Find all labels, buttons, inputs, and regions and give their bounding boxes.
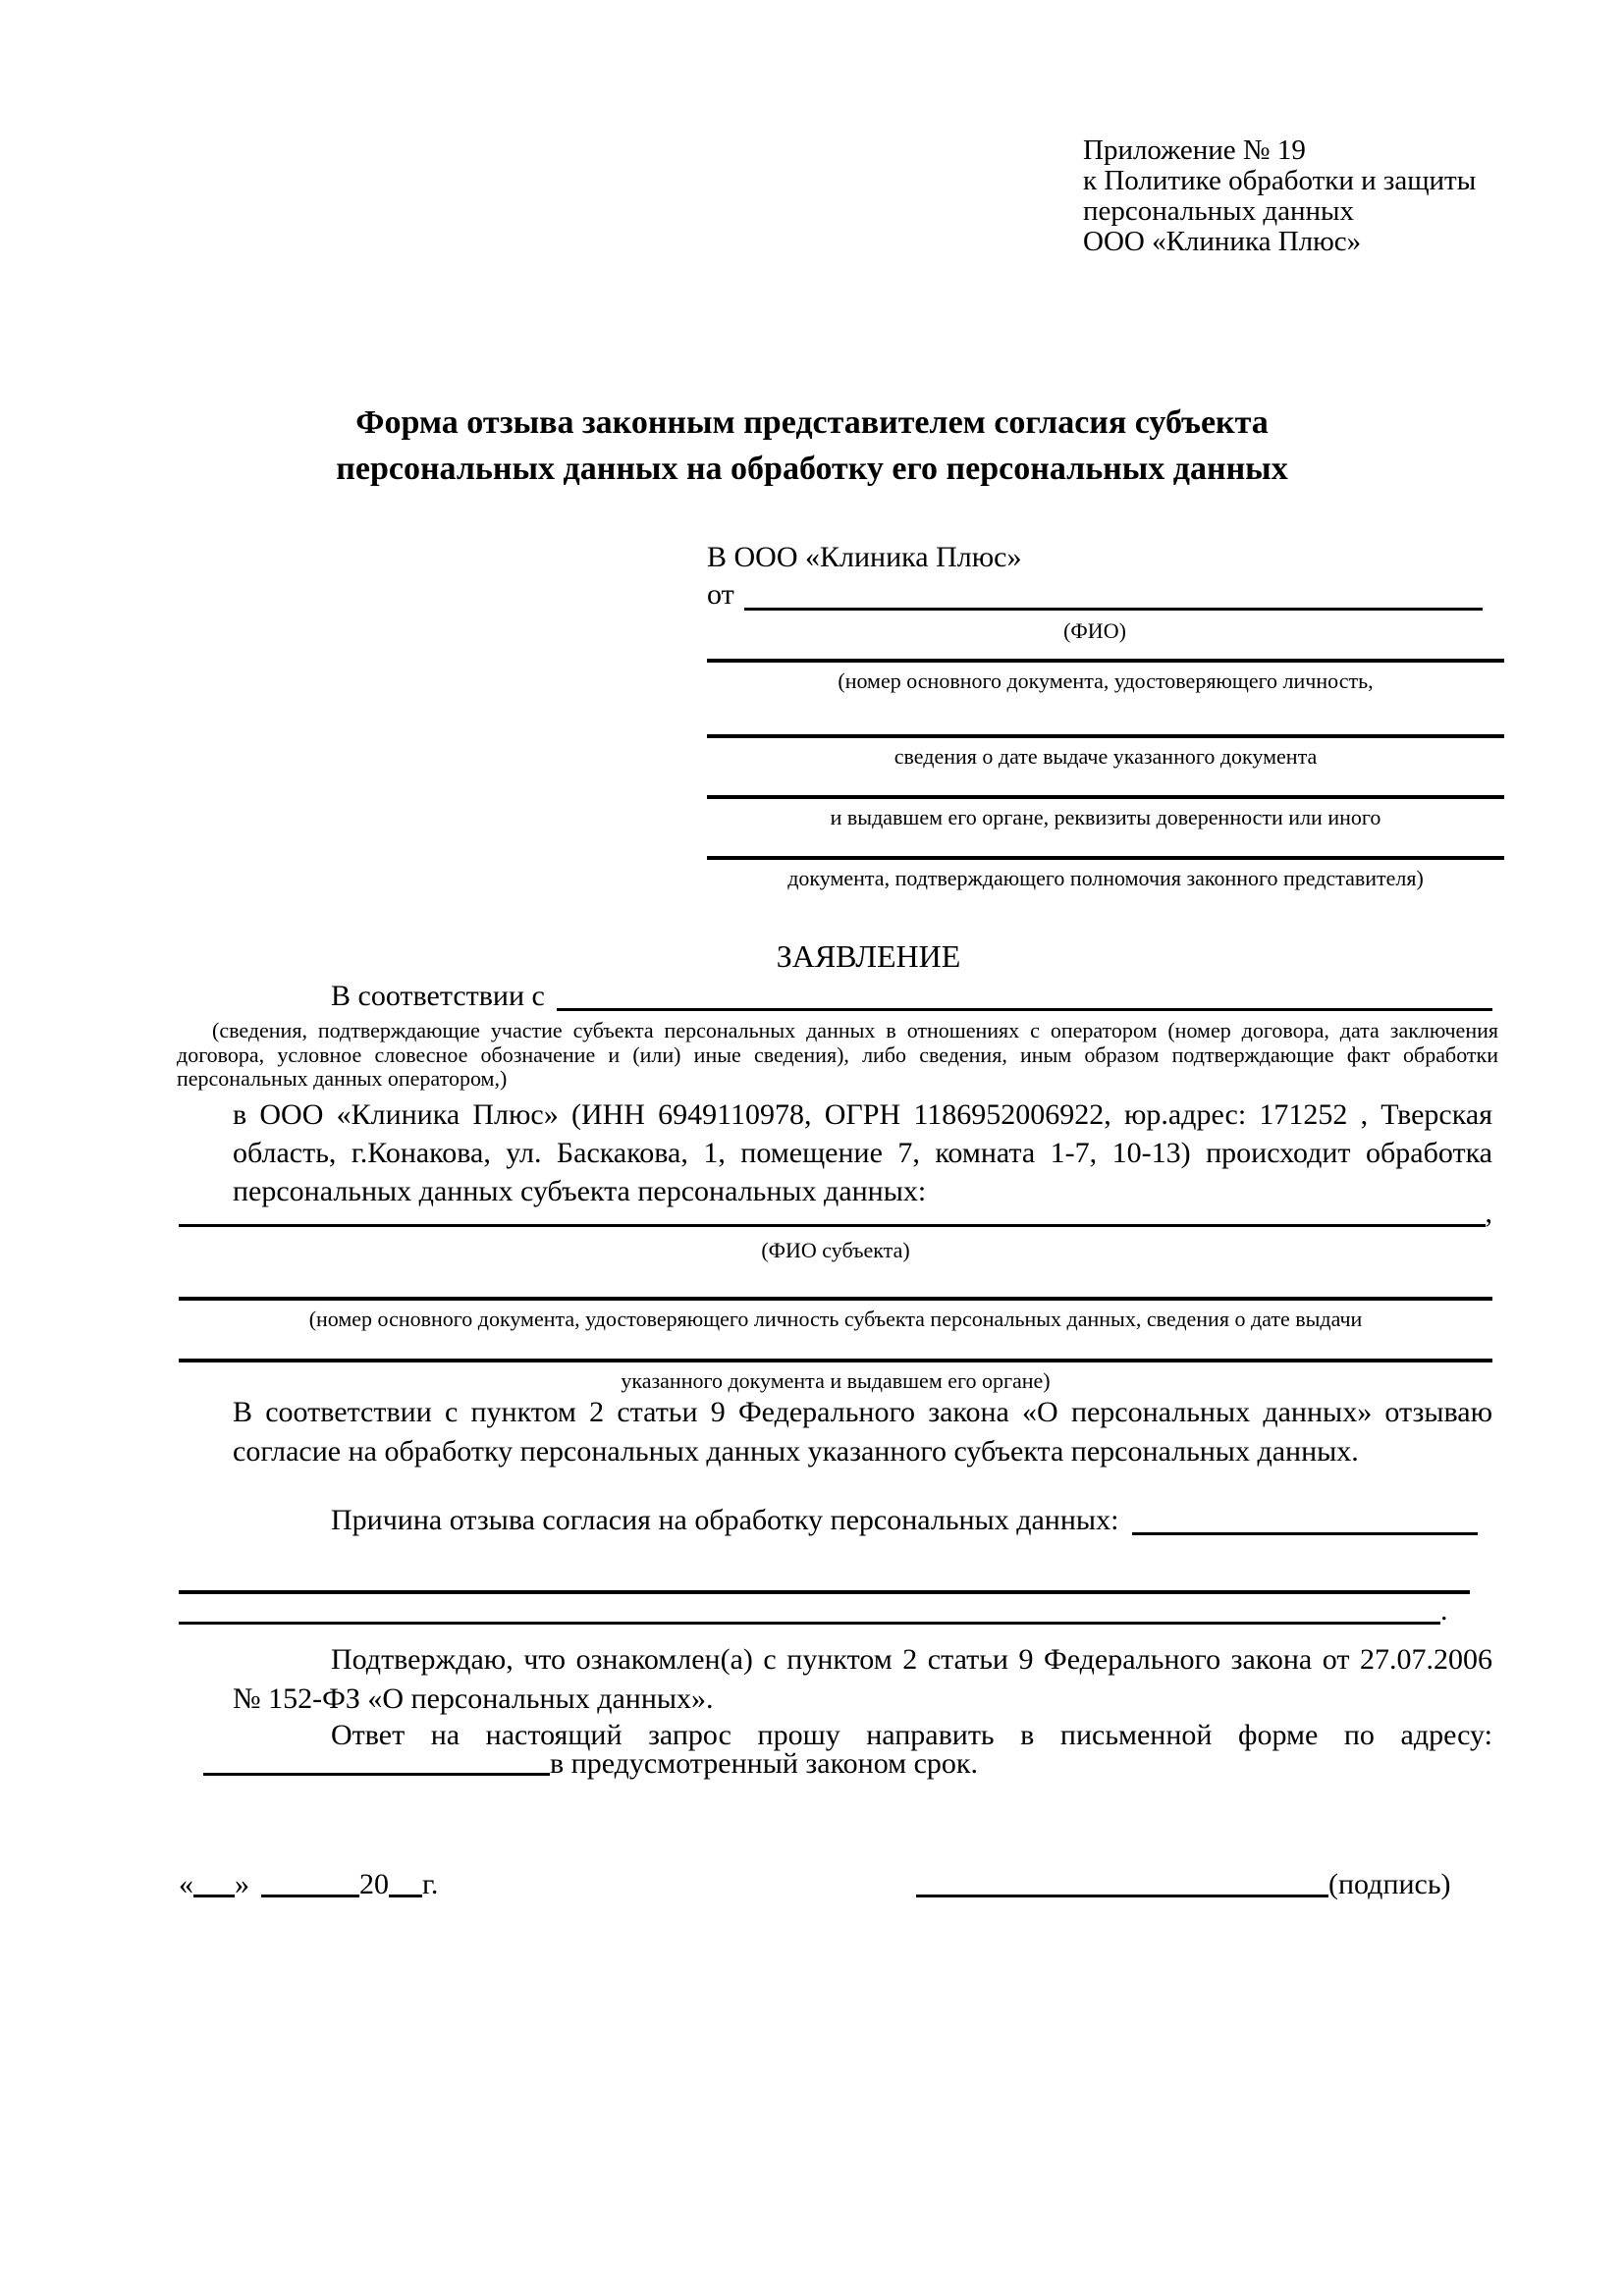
date-month-blank bbox=[261, 1895, 359, 1897]
reason-row bbox=[233, 1504, 1478, 1539]
withdraw-paragraph: В соответствии с пунктом 2 статьи 9 Федерального закона «О персональных данных» отзываю согласие на обработку персональных данных указанного субъекта персональных данных. bbox=[233, 1396, 1492, 1468]
from-label: от bbox=[707, 578, 734, 611]
fio-caption: (ФИО) bbox=[1063, 618, 1126, 643]
document-number-caption: (номер основного документа, удостоверяющего личность, bbox=[838, 668, 1374, 693]
date-close-quote: » bbox=[235, 1868, 249, 1900]
intro-blank-line bbox=[557, 980, 1492, 1011]
appendix-line-1: Приложение № 19 bbox=[1083, 134, 1306, 166]
reason-label: Причина отзыва согласия на обработку персональных данных: bbox=[331, 1504, 1119, 1536]
appendix-line-4: ООО «Клиника Плюс» bbox=[1083, 226, 1362, 257]
operator-paragraph: в ООО «Клиника Плюс» (ИНН 6949110978, ОГРН 1186952006922, юр.адрес: 171252 , Тверская область, г.Конакова, ул. Баскакова, 1, помещение 7, комната 1-7, 10-13) происходит обработка персональных данных субъекта персональных данных: bbox=[233, 1098, 1492, 1207]
blank-line-period: . bbox=[1440, 1594, 1448, 1627]
reply-request-paragraph: Ответ на настоящий запрос прошу направить в письменной форме по адресу: bbox=[331, 1719, 1492, 1751]
document-number-blank-line bbox=[707, 659, 1504, 663]
title-line-1: Форма отзыва законным представителем согласия субъекта bbox=[355, 404, 1269, 441]
signature-caption: (подпись) bbox=[1328, 1868, 1451, 1900]
appendix-note bbox=[1083, 135, 1476, 257]
intro-caption: (сведения, подтверждающие участие субъекта персональных данных в отношениях с оператором (номер договора, дата заключения договора, условное словесное обозначение и (или) иные сведения), либо сведения, иным образом подтверждающие факт обработки персональных данных оператором,) bbox=[177, 1018, 1498, 1091]
appendix-line-3: персональных данных bbox=[1083, 195, 1355, 227]
date-day-blank bbox=[193, 1895, 235, 1897]
reason-blank-line bbox=[1132, 1504, 1478, 1535]
date-year-prefix: 20 bbox=[359, 1868, 389, 1900]
representative-authority-blank-line bbox=[707, 856, 1504, 860]
issuing-authority-blank-line bbox=[707, 795, 1504, 799]
reason-blank-line-3 bbox=[179, 1594, 1440, 1625]
subject-document-blank-line bbox=[179, 1297, 1492, 1301]
issue-date-blank-line bbox=[707, 734, 1504, 738]
reply-tail-text: в предусмотренный законом срок. bbox=[550, 1747, 978, 1780]
appendix-line-2: к Политике обработки и защиты bbox=[1083, 165, 1477, 196]
issuing-authority-caption: и выдавшем его органе, реквизиты доверенности или иного bbox=[830, 805, 1381, 829]
from-blank-line bbox=[744, 578, 1483, 611]
subject-fio-blank-line bbox=[179, 1197, 1486, 1227]
document-title bbox=[179, 400, 1445, 492]
date-open-quote: « bbox=[179, 1868, 193, 1900]
date-year-suffix: г. bbox=[422, 1868, 439, 1900]
intro-label: В соответствии с bbox=[331, 980, 545, 1012]
representative-authority-caption: документа, подтверждающего полномочия законного представителя) bbox=[787, 866, 1424, 890]
subject-line-suffix: , bbox=[1485, 1197, 1492, 1229]
subject-document-caption-1: (номер основного документа, удостоверяющего личность субъекта персональных данных, сведения о дате выдачи bbox=[308, 1307, 1363, 1331]
date-year-blank bbox=[389, 1895, 422, 1897]
statement-heading: ЗАЯВЛЕНИЕ bbox=[776, 938, 961, 974]
confirm-paragraph: Подтверждаю, что ознакомлен(а) с пунктом 2 статьи 9 Федерального закона от 27.07.2006 № 152-ФЗ «О персональных данных». bbox=[233, 1643, 1492, 1715]
reply-address-row bbox=[203, 1747, 1492, 1780]
subject-fio-caption: (ФИО субъекта) bbox=[761, 1238, 910, 1262]
title-line-2: персональных данных на обработку его персональных данных bbox=[336, 451, 1288, 487]
signature-row bbox=[916, 1867, 1451, 1902]
date-row bbox=[179, 1867, 438, 1902]
subject-document-caption-2: указанного документа и выдавшем его органе) bbox=[621, 1368, 1051, 1393]
subject-document-blank-line-2 bbox=[179, 1359, 1492, 1362]
subject-fio-row bbox=[179, 1197, 1492, 1231]
issue-date-caption: сведения о дате выдаче указанного документа bbox=[893, 744, 1318, 769]
intro-row bbox=[233, 980, 1492, 1015]
addressee-organization: В ООО «Клиника Плюс» bbox=[707, 541, 1022, 573]
reason-row-end bbox=[179, 1594, 1492, 1629]
signature-blank-line bbox=[916, 1895, 1328, 1897]
reply-address-blank-line bbox=[203, 1747, 550, 1776]
from-row bbox=[707, 578, 1483, 614]
